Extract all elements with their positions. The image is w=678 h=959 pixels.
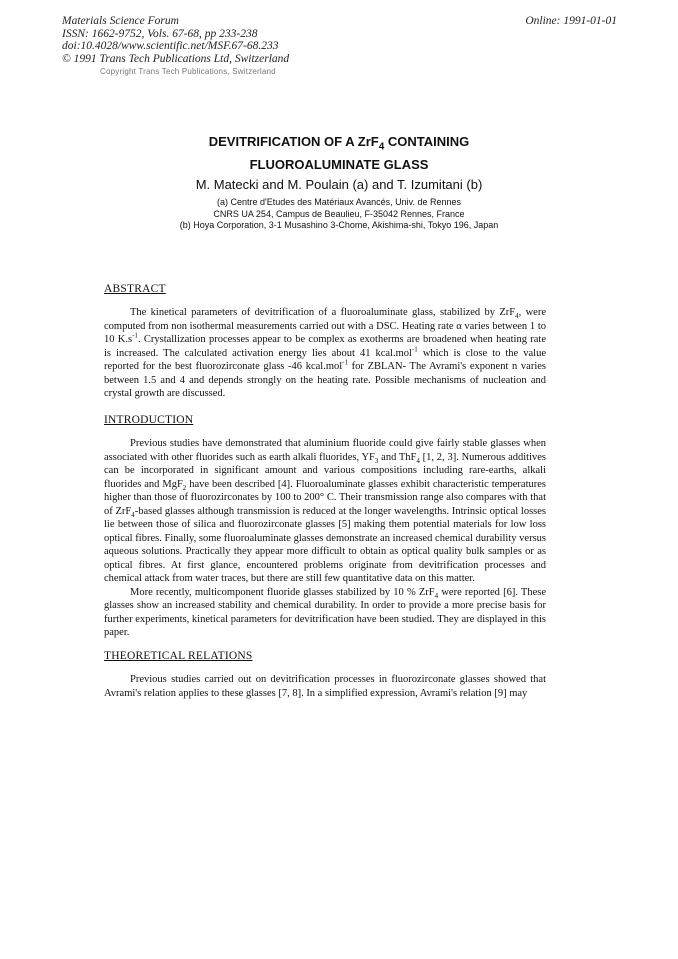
theory-paragraph: Previous studies carried out on devitrification processes in fluorozirconate glasses showed that Avrami's relation applies to these glasses [7, 8]. In a simplified expression, Avrami's relation [9] may <box>104 674 546 699</box>
journal-header <box>62 15 289 65</box>
authors: M. Matecki and M. Poulain (a) and T. Izumitani (b) <box>195 177 483 192</box>
introduction-paragraph: Previous studies have demonstrated that aluminium fluoride could give fairly stable glasses when associated with other fluorides such as earth alkali fluorides, $YF_3$ and ThF$_4$ [1, 2, 3]. Numerous additives can be incorporated in significant amount and various compositions including rare-earths, alkali fluorides and MgF$_2$ have been described [4]. Fluoroaluminate glasses exhibit characteristic temperatures higher than those of fluorozirconates by 100 to 200° C. Their transmission range also compares with that of ZrF$_4$-based glasses although transmission is reduced at the longer wavelengths. Intrinsic optical losses lie between those of silica and fluorozirconate glasses [5] making them potential materials for low loss optical fibres. Finally, some fluoroaluminate glasses demonstrate an increased chemical durability versus aqueous solutions. Practically they appear more difficult to obtain as optical quality bulk samples or as optical fibres. At first glance, encountered problems originate from devitrification processes and chemical attack from water traces, but there are still few quantitative data on this matter. More recently, multicomponent fluoride glasses stabilized by 10 % ZrF$_4$ were reported [6]. These glasses show an increased stability and chemical durability. In order to provide a more precise basis for further experiments, kinetical parameters for devitrification have been studied. They are displayed in this paper. <box>104 438 547 638</box>
issn: ISSN: 1662-9752, Vols. 67-68, pp 233-238 <box>62 27 258 40</box>
doi-link[interactable]: doi:10.4028/www.scientific.net/MSF.67-68.233 <box>62 40 279 52</box>
abstract-paragraph: The kinetical parameters of devitrification of a fluoroaluminate glass, stabilized by ZrF$_4$, were computed from non isothermal measurements carried out with a DSC. Heating rate α varies between 1 to 10 $K.s^{-1}$. Crystallization processes appear to be complex as exotherms are broadened when heating rate is increased. The calculated activation energy lies about 41 kcal.mol$^{-1}$ which is close to the value reported for the best fluorozirconate glass -46 kcal.mol$^{-1}$ for ZBLAN- The Avrami's exponent n varies between 1.5 and 4 and depends strongly on the heating rate. Possible mechanisms of nucleation and crystal growth are discussed. <box>104 307 547 399</box>
affiliation-a-address: CNRS UA 254, Campus de Beaulieu, F-35042 Rennes, France <box>213 208 465 219</box>
affiliation-b: (b) Hoya Corporation, 3-1 Musashino 3-Chome, Akishima-shi, Tokyo 196, Japan <box>179 220 499 230</box>
affiliations <box>0 197 678 232</box>
abstract-heading: ABSTRACT <box>104 283 166 295</box>
affiliation-a: (a) Centre d'Etudes des Matériaux Avancés, Univ. de Rennes <box>216 197 461 207</box>
paper-title: DEVITRIFICATION OF A ZrF$_4$ CONTAINING FLUOROALUMINATE GLASS <box>208 134 470 172</box>
theory-heading: THEORETICAL RELATIONS <box>104 650 253 662</box>
online-date: Online: 1991-01-01 <box>525 15 617 27</box>
ghost-copyright: Copyright Trans Tech Publications, Switzerland <box>100 67 276 76</box>
copyright: © 1991 Trans Tech Publications Ltd, Switzerland <box>62 52 290 65</box>
journal-name: Materials Science Forum <box>62 15 179 27</box>
introduction-heading: INTRODUCTION <box>104 414 194 426</box>
